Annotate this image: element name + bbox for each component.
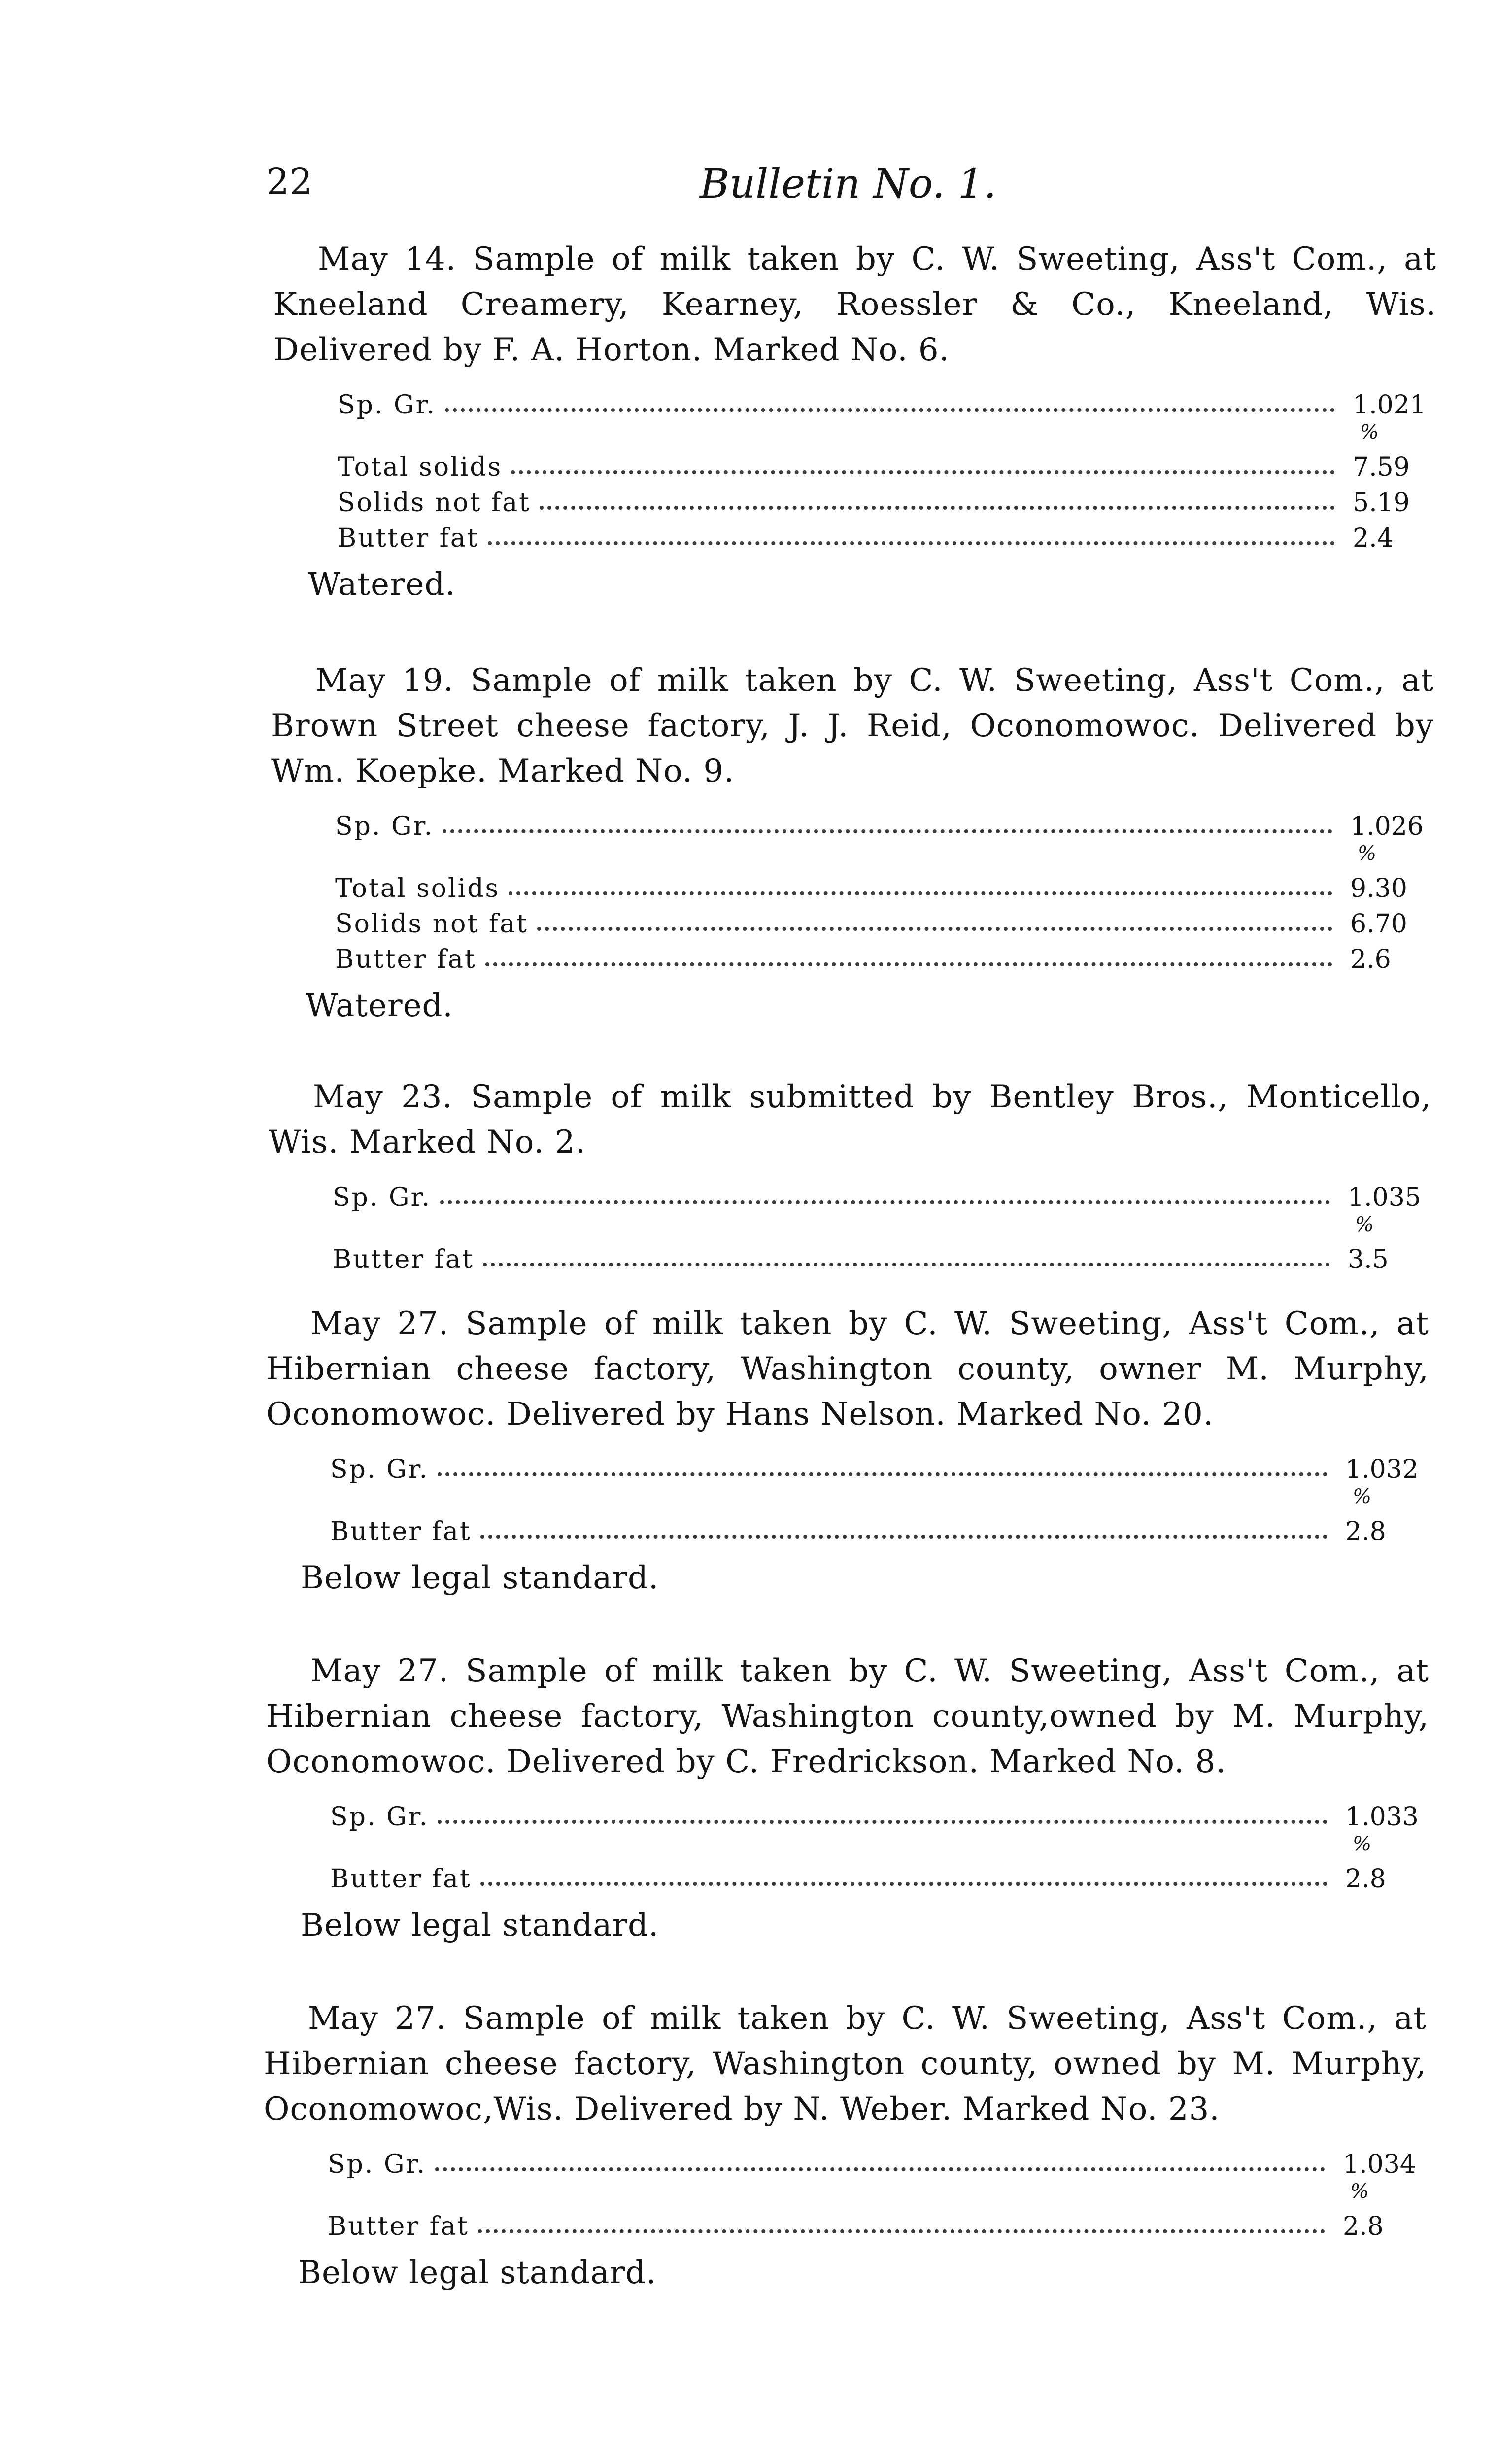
percent-unit: %	[1353, 1833, 1372, 1855]
entry-verdict: Watered.	[308, 566, 456, 603]
milk-sample-entry	[271, 658, 1434, 1026]
measurement-row	[333, 1177, 1431, 1212]
entry-description: May 27. Sample of milk taken by C. W. Sweeting, Ass't Com., at Hibernian cheese factory, Washington county,owned by M. Murphy, Oconomowoc. Delivered by C. Fredrickson. Marked No. 8.	[266, 1653, 1429, 1780]
measurement-label: Butter fat	[335, 945, 477, 974]
measurement-value: 1.026	[1350, 812, 1424, 841]
measurement-value: 3.5	[1348, 1245, 1389, 1274]
measurement-value: 7.59	[1353, 452, 1410, 482]
measurement-value: 2.4	[1353, 523, 1394, 553]
dot-leader	[483, 1263, 1330, 1266]
measurement-label: Butter fat	[333, 1245, 474, 1274]
measurement-label: Sp. Gr.	[328, 2150, 427, 2179]
milk-sample-entry	[269, 1074, 1431, 1274]
measurement-label: Total solids	[335, 874, 500, 903]
milk-sample-entry	[266, 1301, 1429, 1598]
entry-verdict: Below legal standard.	[301, 1560, 659, 1596]
dot-leader	[440, 1200, 1330, 1204]
dot-leader	[537, 927, 1332, 931]
dot-leader	[480, 1882, 1328, 1886]
measurement-row	[335, 939, 1434, 974]
measurement-label: Sp. Gr.	[330, 1802, 429, 1832]
dot-leader	[488, 541, 1335, 545]
measurement-label: Butter fat	[330, 1864, 472, 1894]
measurement-label: Sp. Gr.	[333, 1183, 432, 1212]
percent-unit-line	[338, 420, 1436, 446]
measurement-row	[328, 2206, 1427, 2241]
measurement-row	[335, 806, 1434, 841]
dot-leader	[485, 962, 1332, 966]
measurement-value: 1.032	[1345, 1455, 1419, 1484]
percent-unit-line	[335, 841, 1434, 868]
entry-verdict: Below legal standard.	[298, 2255, 657, 2291]
percent-unit-line	[330, 1484, 1429, 1511]
measurement-value: 1.021	[1353, 390, 1426, 420]
measurement-row	[328, 2144, 1427, 2179]
measurement-value: 2.8	[1343, 2212, 1384, 2241]
measurement-value: 6.70	[1350, 909, 1407, 939]
percent-unit-line	[333, 1212, 1431, 1239]
measurement-row	[330, 1796, 1429, 1832]
measurement-label: Sp. Gr.	[338, 390, 437, 420]
measurement-value: 2.8	[1345, 1864, 1386, 1894]
measurement-row	[330, 1449, 1429, 1484]
measurement-row	[338, 482, 1436, 517]
dot-leader	[438, 1472, 1328, 1476]
dot-leader	[509, 891, 1332, 895]
measurement-row	[338, 446, 1436, 482]
milk-sample-entry	[273, 237, 1436, 604]
dot-leader	[480, 1535, 1328, 1539]
percent-unit: %	[1353, 1485, 1372, 1508]
measurement-row	[338, 517, 1436, 553]
measurement-value: 1.033	[1345, 1802, 1419, 1832]
measurement-row	[333, 1239, 1431, 1274]
measurement-label: Butter fat	[330, 1517, 472, 1546]
measurement-value: 1.035	[1348, 1183, 1421, 1212]
entry-description: May 27. Sample of milk taken by C. W. Sweeting, Ass't Com., at Hibernian cheese factory, Washington county, owned by M. Murphy, Oconomowoc,Wis. Delivered by N. Weber. Marked No. 23.	[264, 2000, 1427, 2127]
dot-leader	[438, 1820, 1328, 1824]
measurement-label: Solids not fat	[338, 488, 531, 517]
entry-verdict: Watered.	[306, 988, 453, 1024]
dot-leader	[445, 408, 1335, 412]
measurement-value: 9.30	[1350, 874, 1407, 903]
measurement-label: Butter fat	[338, 523, 479, 553]
measurement-label: Sp. Gr.	[330, 1455, 429, 1484]
measurement-table	[330, 1796, 1429, 1894]
running-title: Bulletin No. 1.	[700, 161, 997, 207]
measurement-table	[328, 2144, 1427, 2241]
measurement-value: 2.6	[1350, 945, 1391, 974]
dot-leader	[478, 2229, 1325, 2233]
percent-unit: %	[1358, 842, 1377, 865]
percent-unit: %	[1355, 1213, 1374, 1236]
measurement-table	[333, 1177, 1431, 1274]
percent-unit-line	[328, 2179, 1427, 2206]
measurement-label: Butter fat	[328, 2212, 469, 2241]
measurement-table	[338, 384, 1436, 553]
measurement-row	[330, 1858, 1429, 1894]
entry-description: May 14. Sample of milk taken by C. W. Sweeting, Ass't Com., at Kneeland Creamery, Kearney, Roessler & Co., Kneeland, Wis. Delivered by F. A. Horton. Marked No. 6.	[273, 241, 1436, 368]
measurement-label: Total solids	[338, 452, 503, 482]
entry-description: May 19. Sample of milk taken by C. W. Sweeting, Ass't Com., at Brown Street cheese factory, J. J. Reid, Oconomowoc. Delivered by Wm. Koepke. Marked No. 9.	[271, 662, 1434, 789]
milk-sample-entry	[266, 1648, 1429, 1945]
page-header	[266, 161, 1449, 215]
measurement-row	[338, 384, 1436, 420]
percent-unit: %	[1360, 421, 1379, 444]
entry-description: May 27. Sample of milk taken by C. W. Sweeting, Ass't Com., at Hibernian cheese factory, Washington county, owner M. Murphy, Oconomowoc. Delivered by Hans Nelson. Marked No. 20.	[266, 1305, 1429, 1433]
entry-description: May 23. Sample of milk submitted by Bentley Bros., Monticello, Wis. Marked No. 2.	[269, 1079, 1431, 1161]
measurement-value: 5.19	[1353, 488, 1410, 517]
dot-leader	[540, 506, 1335, 510]
measurement-table	[330, 1449, 1429, 1546]
dot-leader	[435, 2167, 1325, 2171]
measurement-label: Sp. Gr.	[335, 812, 434, 841]
page-number: 22	[266, 161, 313, 203]
measurement-value: 1.034	[1343, 2150, 1416, 2179]
percent-unit-line	[330, 1832, 1429, 1858]
percent-unit: %	[1350, 2180, 1369, 2203]
dot-leader	[443, 829, 1332, 833]
measurement-row	[330, 1511, 1429, 1546]
measurement-table	[335, 806, 1434, 974]
measurement-row	[335, 868, 1434, 903]
entry-verdict: Below legal standard.	[301, 1907, 659, 1944]
measurement-label: Solids not fat	[335, 909, 529, 939]
measurement-row	[335, 903, 1434, 939]
dot-leader	[511, 470, 1335, 474]
measurement-value: 2.8	[1345, 1517, 1386, 1546]
milk-sample-entry	[264, 1996, 1427, 2293]
